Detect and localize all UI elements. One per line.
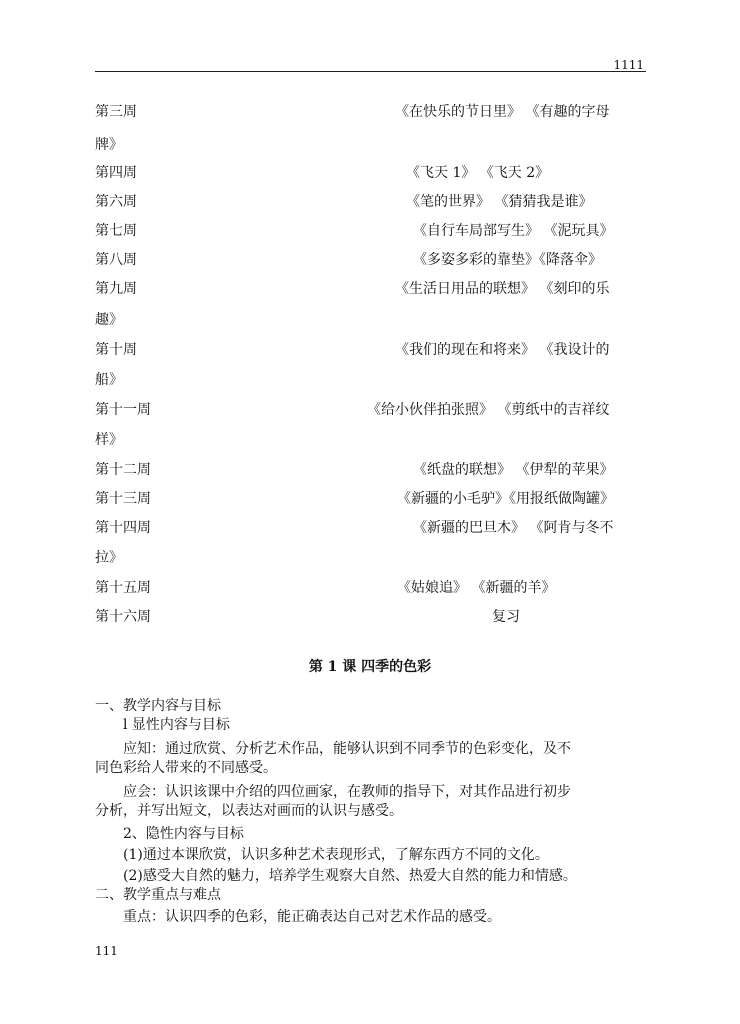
week-label: 第十三周 <box>95 491 151 507</box>
page-number-bottom: 111 <box>95 944 118 958</box>
week-label: 第十四周 <box>95 520 151 536</box>
week-label: 第十二周 <box>95 462 151 478</box>
paragraph-line: 应知：通过欣赏、分析艺术作品，能够认识到不同季节的色彩变化，及不 <box>123 741 571 757</box>
week-label: 第九周 <box>95 281 137 297</box>
schedule-row <box>95 192 643 212</box>
page-number-top: 1111 <box>613 58 644 72</box>
lesson-titles: 《姑娘追》 《新疆的羊》 <box>397 580 556 596</box>
schedule-row <box>95 340 643 360</box>
week-label: 第十五周 <box>95 580 151 596</box>
paragraph-line: 重点：认识四季的色彩，能正确表达自己对艺术作品的感受。 <box>123 909 501 925</box>
week-label: 第十一周 <box>95 402 151 418</box>
lesson-titles: 《给小伙伴拍张照》 《剪纸中的吉祥纹 <box>367 402 610 418</box>
lesson-titles: 《我们的现在和将来》 《我设计的 <box>395 342 610 358</box>
schedule-row <box>95 460 643 480</box>
lesson-title: 第 1 课 四季的色彩 <box>308 659 432 675</box>
lesson-titles: 《多姿多彩的靠垫》《降落伞》 <box>413 252 602 268</box>
lesson-wrap: 样》 <box>95 432 123 448</box>
schedule-row <box>95 163 643 183</box>
lesson-titles: 《在快乐的节日里》 《有趣的字母 <box>395 104 610 120</box>
paragraph-line: 分析，并写出短文，以表达对画而的认识与感受。 <box>95 803 403 819</box>
subsection-heading: l 显性内容与目标 <box>123 717 230 733</box>
paragraph-line: (2)感受大自然的魅力，培养学生观察大自然、热爱大自然的能力和情感。 <box>123 868 577 884</box>
schedule-row <box>95 400 643 420</box>
paragraph-line: (1)通过本课欣赏，认识多种艺术表现形式，了解东西方不同的文化。 <box>123 847 549 863</box>
schedule-row <box>95 102 643 122</box>
week-label: 第六周 <box>95 194 137 210</box>
lesson-titles: 复习 <box>492 609 520 625</box>
schedule-row <box>95 279 643 299</box>
subsection-heading: 2、隐性内容与目标 <box>123 826 244 842</box>
schedule-row <box>95 607 643 627</box>
lesson-titles: 《飞天 1》 《飞天 2》 <box>406 165 550 181</box>
lesson-titles: 《新疆的巴旦木》 《阿肯与冬不 <box>413 520 614 536</box>
paragraph-line: 同色彩给人带来的不同感受。 <box>95 760 277 776</box>
lesson-wrap: 牌》 <box>95 137 123 153</box>
section-heading: 一、教学内容与目标 <box>95 698 221 714</box>
lesson-wrap: 趣》 <box>95 312 123 328</box>
lesson-titles: 《生活日用品的联想》 《刻印的乐 <box>395 281 610 297</box>
schedule-row <box>95 578 643 598</box>
header-rule <box>95 71 646 72</box>
section-heading: 二、教学重点与难点 <box>95 887 221 903</box>
schedule-row <box>95 250 643 270</box>
week-label: 第十六周 <box>95 609 151 625</box>
week-label: 第八周 <box>95 252 137 268</box>
lesson-titles: 《纸盘的联想》 《伊犁的苹果》 <box>413 462 614 478</box>
week-label: 第四周 <box>95 165 137 181</box>
paragraph-line: 应会：认识该课中介绍的四位画家，在教师的指导下，对其作品进行初步 <box>123 784 571 800</box>
week-label: 第十周 <box>95 342 137 358</box>
lesson-titles: 《自行车局部写生》 《泥玩具》 <box>413 223 614 239</box>
lesson-titles: 《新疆的小毛驴》《用报纸做陶罐》 <box>397 491 614 507</box>
lesson-titles: 《笔的世界》 《猜猜我是谁》 <box>406 194 593 210</box>
lesson-wrap: 拉》 <box>95 550 123 566</box>
week-label: 第三周 <box>95 104 137 120</box>
week-label: 第七周 <box>95 223 137 239</box>
schedule-row <box>95 221 643 241</box>
lesson-wrap: 船》 <box>95 372 123 388</box>
schedule-row <box>95 489 643 509</box>
schedule-row <box>95 518 643 538</box>
